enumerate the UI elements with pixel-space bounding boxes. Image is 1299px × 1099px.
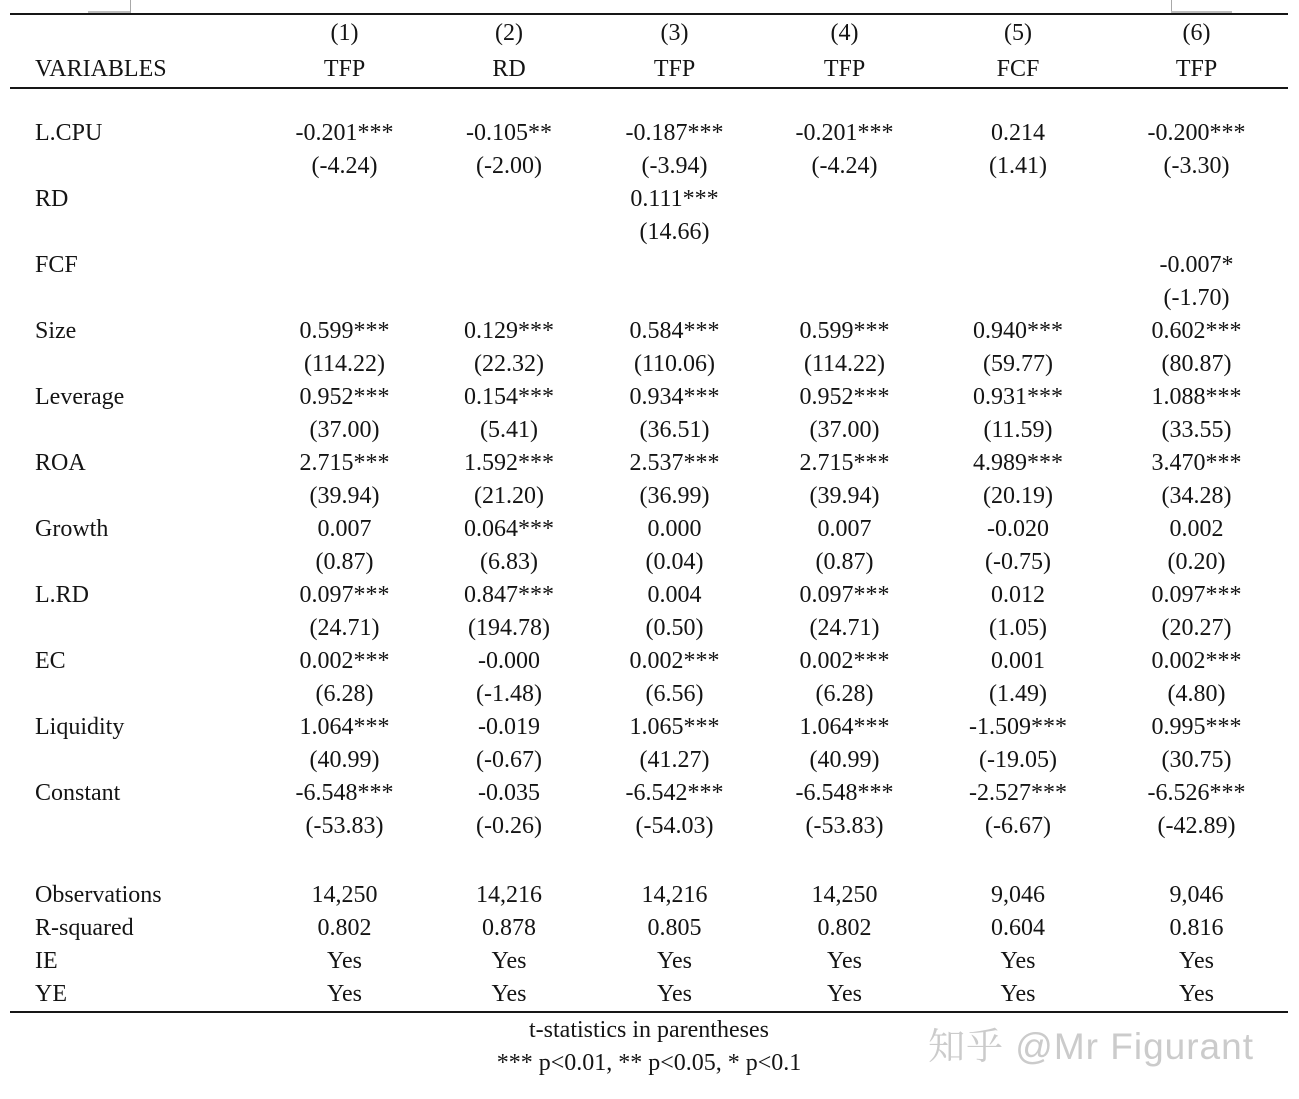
- tstat-cell: (6.83): [480, 549, 538, 575]
- table-header: [10, 15, 1288, 88]
- tstat-row: [10, 216, 1288, 249]
- tstat-cell: (39.94): [809, 483, 880, 509]
- coef-cell: 0.934***: [629, 384, 720, 410]
- spacer-cell: [10, 843, 1288, 879]
- tstat-cell: (40.99): [309, 747, 380, 773]
- coef-cell: 2.537***: [629, 450, 720, 476]
- dep-var-header: TFP: [1105, 51, 1288, 88]
- col-number: (1): [330, 20, 359, 46]
- dep-var-header: FCF: [931, 51, 1105, 88]
- tstat-cell: (-53.83): [305, 813, 384, 839]
- coef-cell: -0.187***: [625, 120, 724, 146]
- tstat-cell: (-19.05): [979, 747, 1057, 773]
- tstat-cell: [758, 282, 931, 315]
- tstat-cell: (-4.24): [311, 153, 378, 179]
- tstat-cell: (110.06): [633, 351, 716, 377]
- stat-cell: 9,046: [1169, 882, 1224, 908]
- stat-row: [10, 945, 1288, 978]
- coef-cell: [262, 249, 427, 282]
- coef-cell: 0.097***: [799, 582, 890, 608]
- coef-cell: -0.200***: [1147, 120, 1246, 146]
- coef-cell: -1.509***: [969, 714, 1067, 740]
- coef-cell: 0.002***: [629, 648, 720, 674]
- tstat-cell: (-53.83): [805, 813, 884, 839]
- tstat-label-empty: [10, 612, 262, 645]
- coef-row: [10, 513, 1288, 546]
- coef-row: [10, 249, 1288, 282]
- coef-row: [10, 315, 1288, 348]
- stat-cell: 14,216: [476, 882, 542, 908]
- tstat-cell: [1105, 216, 1288, 249]
- tstat-cell: (-1.48): [476, 681, 542, 707]
- coef-row: [10, 447, 1288, 480]
- variables-header: VARIABLES: [10, 51, 262, 88]
- tstat-label-empty: [10, 678, 262, 711]
- tstat-cell: (30.75): [1161, 747, 1232, 773]
- coef-cell: [591, 249, 758, 282]
- tstat-cell: (0.50): [645, 615, 704, 641]
- stat-cell: 14,250: [311, 882, 378, 908]
- var-label: FCF: [35, 252, 78, 278]
- tstat-row: [10, 414, 1288, 447]
- note-significance: *** p<0.01, ** p<0.05, * p<0.1: [496, 1050, 802, 1076]
- tstat-cell: (114.22): [303, 351, 386, 377]
- coef-cell: 0.002***: [1151, 648, 1242, 674]
- table-body: [10, 88, 1288, 1012]
- tstat-label-empty: [10, 546, 262, 579]
- stat-cell: 0.805: [647, 915, 702, 941]
- tstat-label-empty: [10, 216, 262, 249]
- var-label: L.CPU: [35, 120, 103, 146]
- coef-cell: -2.527***: [969, 780, 1067, 806]
- coef-cell: 0.214: [991, 120, 1045, 146]
- tstat-cell: (37.00): [809, 417, 880, 443]
- tstat-cell: (0.04): [645, 549, 704, 575]
- tstat-cell: (37.00): [309, 417, 380, 443]
- var-label: Liquidity: [35, 714, 125, 740]
- var-label: L.RD: [35, 582, 89, 608]
- coef-cell: 0.004: [647, 582, 702, 608]
- stat-row: [10, 978, 1288, 1012]
- coef-cell: 0.129***: [464, 318, 554, 344]
- coef-cell: 0.599***: [299, 318, 390, 344]
- tstat-cell: (-42.89): [1157, 813, 1236, 839]
- coef-cell: 0.995***: [1151, 714, 1242, 740]
- tstat-label-empty: [10, 480, 262, 513]
- col-number: (4): [830, 20, 859, 46]
- coef-cell: 0.002: [1169, 516, 1224, 542]
- coef-cell: -6.548***: [295, 780, 394, 806]
- tstat-cell: (1.49): [989, 681, 1047, 707]
- tstat-row: [10, 810, 1288, 843]
- tstat-cell: (1.05): [989, 615, 1047, 641]
- coef-cell: 0.097***: [1151, 582, 1242, 608]
- var-label: EC: [35, 648, 66, 674]
- stat-cell: 0.816: [1169, 915, 1224, 941]
- coef-cell: -0.201***: [295, 120, 394, 146]
- tstat-row: [10, 150, 1288, 183]
- coef-cell: -6.548***: [795, 780, 894, 806]
- coef-cell: 0.111***: [630, 186, 719, 212]
- coef-row: [10, 711, 1288, 744]
- tstat-cell: (20.19): [983, 483, 1053, 509]
- tstat-label-empty: [10, 348, 262, 381]
- stat-cell: 14,250: [811, 882, 878, 908]
- header-row-depvars: [10, 51, 1288, 88]
- coef-cell: 0.064***: [464, 516, 554, 542]
- tstat-cell: (36.99): [639, 483, 710, 509]
- zhihu-watermark: 知乎 @Mr Figurant: [928, 1026, 1254, 1067]
- coef-cell: 0.847***: [464, 582, 554, 608]
- coef-cell: 0.584***: [629, 318, 720, 344]
- tstat-cell: (-1.70): [1163, 285, 1230, 311]
- coef-cell: 0.007: [817, 516, 872, 542]
- tstat-cell: [262, 282, 427, 315]
- coef-cell: 3.470***: [1151, 450, 1242, 476]
- tstat-cell: [427, 282, 591, 315]
- tstat-cell: (11.59): [983, 417, 1053, 443]
- tstat-cell: [591, 282, 758, 315]
- coef-cell: 0.007: [317, 516, 372, 542]
- coef-cell: 0.002***: [799, 648, 890, 674]
- tstat-cell: (1.41): [989, 153, 1047, 179]
- stat-row: [10, 912, 1288, 945]
- coef-cell: -6.526***: [1147, 780, 1246, 806]
- tstat-row: [10, 480, 1288, 513]
- coef-cell: 0.952***: [799, 384, 890, 410]
- tstat-cell: (41.27): [639, 747, 710, 773]
- tstat-row: [10, 546, 1288, 579]
- tstat-cell: (14.66): [639, 219, 710, 245]
- stat-row: [10, 879, 1288, 912]
- coef-cell: 0.599***: [799, 318, 890, 344]
- tstat-cell: (-0.75): [985, 549, 1051, 575]
- stat-cell: 0.878: [482, 915, 536, 941]
- coef-cell: [427, 183, 591, 216]
- stat-cell: Yes: [262, 978, 427, 1012]
- stat-cell: 14,216: [641, 882, 708, 908]
- coef-cell: -0.105**: [466, 120, 552, 146]
- var-label: RD: [35, 186, 69, 212]
- tstat-cell: (33.55): [1161, 417, 1232, 443]
- coef-cell: -6.542***: [625, 780, 724, 806]
- stat-cell: Yes: [1105, 978, 1288, 1012]
- stat-cell: Yes: [491, 948, 527, 974]
- stat-label: IE: [35, 948, 58, 974]
- tstat-cell: [758, 216, 931, 249]
- coef-cell: 2.715***: [799, 450, 890, 476]
- spacer-cell: [10, 88, 1288, 117]
- tstat-cell: (6.56): [645, 681, 704, 707]
- coef-cell: 0.000: [647, 516, 702, 542]
- coef-cell: -0.020: [987, 516, 1049, 542]
- var-label: Leverage: [35, 384, 125, 410]
- stat-cell: Yes: [657, 948, 692, 974]
- coef-cell: -0.007*: [1159, 252, 1234, 278]
- tstat-cell: (21.20): [474, 483, 544, 509]
- stat-cell: Yes: [758, 978, 931, 1012]
- spacer-row: [10, 843, 1288, 879]
- coef-cell: 0.012: [991, 582, 1045, 608]
- tstat-cell: (24.71): [309, 615, 380, 641]
- note-tstat: t-statistics in parentheses: [529, 1017, 769, 1043]
- coef-cell: 0.952***: [299, 384, 390, 410]
- tstat-label-empty: [10, 414, 262, 447]
- coef-cell: 2.715***: [299, 450, 390, 476]
- tstat-label-empty: [10, 810, 262, 843]
- coef-cell: 0.097***: [299, 582, 390, 608]
- stat-cell: 9,046: [991, 882, 1045, 908]
- tstat-cell: (34.28): [1161, 483, 1232, 509]
- tstat-cell: (-6.67): [985, 813, 1051, 839]
- coef-cell: [758, 249, 931, 282]
- cell-border-artifact-left-vertical: [130, 0, 131, 13]
- col-number: (2): [495, 20, 523, 46]
- tstat-cell: (0.87): [315, 549, 374, 575]
- coef-cell: [931, 249, 1105, 282]
- coef-cell: [758, 183, 931, 216]
- dep-var-header: TFP: [262, 51, 427, 88]
- tstat-cell: (24.71): [809, 615, 880, 641]
- coef-cell: 1.064***: [799, 714, 890, 740]
- tstat-cell: [427, 216, 591, 249]
- header-empty-cell: [10, 15, 262, 51]
- coef-cell: -0.019: [478, 714, 540, 740]
- coef-cell: [931, 183, 1105, 216]
- stat-cell: Yes: [827, 948, 862, 974]
- tstat-cell: (80.87): [1161, 351, 1232, 377]
- stat-cell: 0.604: [991, 915, 1045, 941]
- tstat-cell: (22.32): [474, 351, 544, 377]
- tstat-cell: (-2.00): [476, 153, 542, 179]
- tstat-cell: (6.28): [815, 681, 874, 707]
- stat-cell: Yes: [327, 948, 362, 974]
- coef-row: [10, 117, 1288, 150]
- tstat-cell: (-4.24): [811, 153, 878, 179]
- col-number: (3): [660, 20, 689, 46]
- stat-cell: Yes: [1179, 948, 1214, 974]
- var-label: ROA: [35, 450, 86, 476]
- coef-cell: 0.940***: [973, 318, 1063, 344]
- stat-label: Observations: [35, 882, 162, 908]
- tstat-cell: (-0.26): [476, 813, 542, 839]
- var-label: Growth: [35, 516, 109, 542]
- tstat-row: [10, 282, 1288, 315]
- coef-cell: -0.201***: [795, 120, 894, 146]
- stat-cell: Yes: [931, 978, 1105, 1012]
- tstat-row: [10, 348, 1288, 381]
- tstat-cell: (4.80): [1167, 681, 1226, 707]
- dep-var-header: RD: [427, 51, 591, 88]
- coef-cell: 1.088***: [1151, 384, 1242, 410]
- tstat-row: [10, 678, 1288, 711]
- coef-cell: 4.989***: [973, 450, 1063, 476]
- tstat-label-empty: [10, 150, 262, 183]
- tstat-row: [10, 744, 1288, 777]
- stat-cell: 0.802: [317, 915, 372, 941]
- tstat-cell: (0.20): [1167, 549, 1226, 575]
- coef-cell: 0.002***: [299, 648, 390, 674]
- coef-cell: 1.064***: [299, 714, 390, 740]
- tstat-cell: (40.99): [809, 747, 880, 773]
- tstat-cell: (-0.67): [476, 747, 542, 773]
- coef-cell: 0.602***: [1151, 318, 1242, 344]
- dep-var-header: TFP: [591, 51, 758, 88]
- stat-cell: Yes: [1000, 948, 1036, 974]
- coef-row: [10, 777, 1288, 810]
- coef-row: [10, 579, 1288, 612]
- col-number: (6): [1182, 20, 1211, 46]
- tstat-cell: (194.78): [468, 615, 550, 641]
- stat-cell: 0.802: [817, 915, 872, 941]
- tstat-cell: (39.94): [309, 483, 380, 509]
- coef-cell: 0.001: [991, 648, 1045, 674]
- regression-results-table: [10, 15, 1288, 1013]
- col-number: (5): [1004, 20, 1032, 46]
- coef-row: [10, 645, 1288, 678]
- coef-cell: 1.065***: [629, 714, 720, 740]
- coef-cell: [262, 183, 427, 216]
- coef-cell: 0.154***: [464, 384, 554, 410]
- header-row-numbers: [10, 15, 1288, 51]
- tstat-cell: (-54.03): [635, 813, 714, 839]
- coef-cell: [427, 249, 591, 282]
- var-label: Size: [35, 318, 77, 344]
- tstat-row: [10, 612, 1288, 645]
- tstat-cell: (5.41): [480, 417, 538, 443]
- tstat-cell: (-3.94): [641, 153, 708, 179]
- coef-cell: 1.592***: [464, 450, 554, 476]
- stat-cell: Yes: [591, 978, 758, 1012]
- tstat-cell: [931, 216, 1105, 249]
- coef-cell: [1105, 183, 1288, 216]
- coef-cell: 0.931***: [973, 384, 1063, 410]
- tstat-cell: (59.77): [983, 351, 1053, 377]
- tstat-cell: (0.87): [815, 549, 874, 575]
- stat-label: R-squared: [35, 915, 134, 941]
- tstat-label-empty: [10, 282, 262, 315]
- tstat-cell: (-3.30): [1163, 153, 1230, 179]
- tstat-cell: (36.51): [639, 417, 710, 443]
- var-label: Constant: [35, 780, 121, 806]
- tstat-cell: (6.28): [315, 681, 374, 707]
- tstat-cell: [262, 216, 427, 249]
- tstat-cell: [931, 282, 1105, 315]
- tstat-cell: (114.22): [803, 351, 886, 377]
- spacer-row: [10, 88, 1288, 117]
- tstat-cell: (20.27): [1161, 615, 1232, 641]
- coef-row: [10, 381, 1288, 414]
- stat-cell: Yes: [427, 978, 591, 1012]
- stat-label: YE: [10, 978, 262, 1012]
- tstat-label-empty: [10, 744, 262, 777]
- dep-var-header: TFP: [758, 51, 931, 88]
- coef-row: [10, 183, 1288, 216]
- coef-cell: -0.000: [478, 648, 540, 674]
- coef-cell: -0.035: [478, 780, 540, 806]
